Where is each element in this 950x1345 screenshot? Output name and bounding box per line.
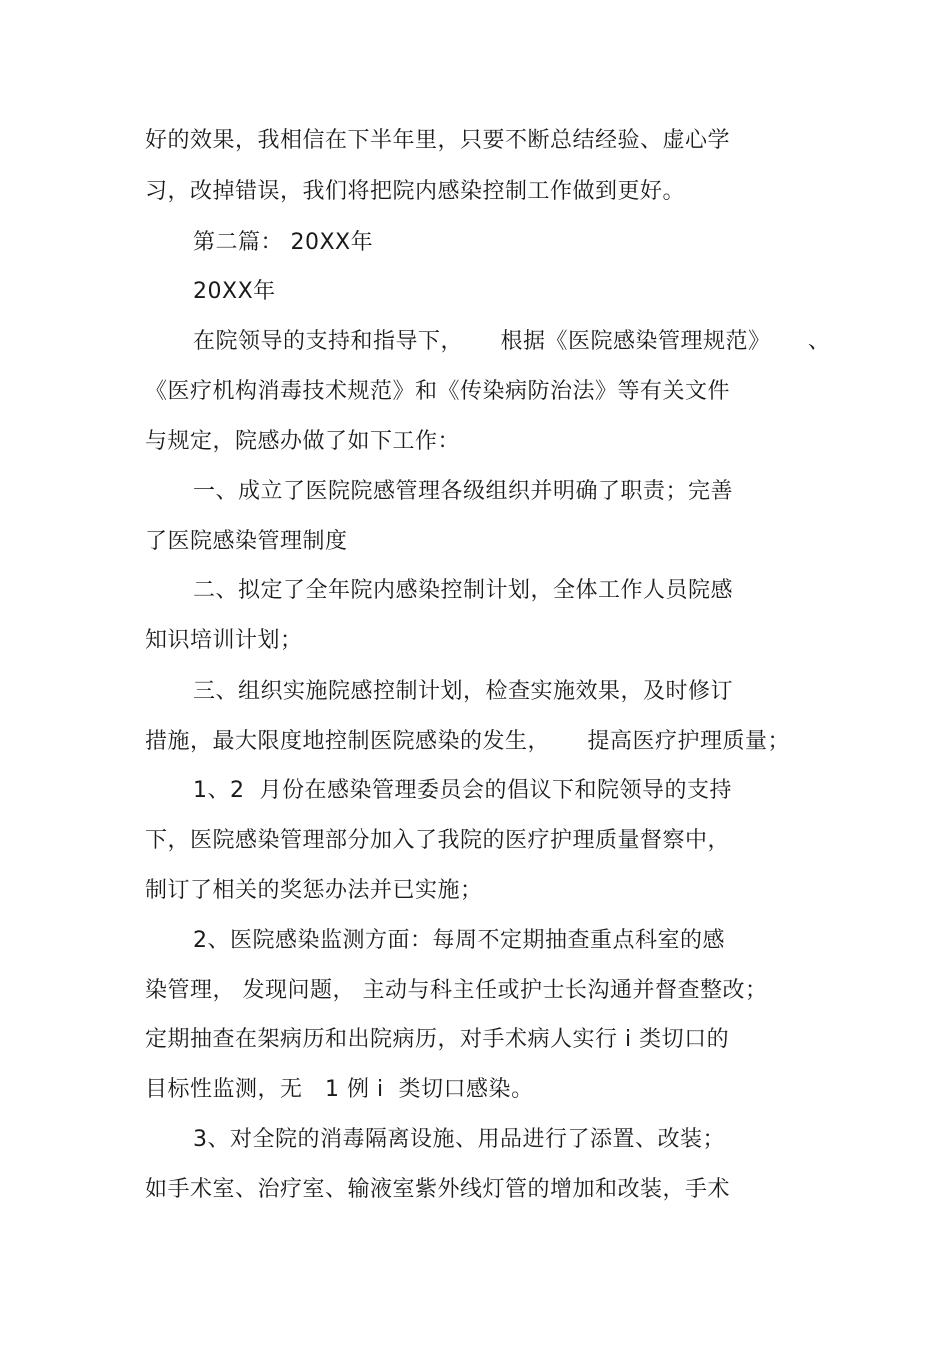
text-line-5: 在院领导的支持和指导下， 根据《医院感染管理规范》 、 (193, 329, 831, 354)
text-line-7: 与规定，院感办做了如下工作： (145, 429, 461, 454)
text-line-13: 措施，最大限度地控制医院感染的发生， 提高医疗护理质量； (145, 729, 790, 754)
text-line-14: 1、2 月份在感染管理委员会的倡议下和院领导的支持 (193, 778, 732, 803)
section-heading: 第二篇： 20XX年 (193, 230, 374, 255)
year-heading: 20XX年 (193, 279, 276, 304)
text-line-19: 定期抽查在架病历和出院病历，对手术病人实行 i 类切口的 (145, 1027, 730, 1052)
text-line-16: 制订了相关的奖惩办法并已实施； (145, 878, 483, 903)
text-line-20: 目标性监测，无 1 例 i 类切口感染。 (145, 1077, 534, 1102)
text-line-22: 如手术室、治疗室、输液室紫外线灯管的增加和改装，手术 (145, 1177, 731, 1202)
text-line-15: 下，医院感染管理部分加入了我院的医疗护理质量督察中， (145, 828, 731, 853)
text-line-11: 知识培训计划； (145, 628, 303, 653)
text-line-17: 2、医院感染监测方面：每周不定期抽查重点科室的感 (193, 928, 725, 953)
text-line-1: 好的效果，我相信在下半年里，只要不断总结经验、虚心学 (145, 128, 731, 153)
text-line-21: 3、对全院的消毒隔离设施、用品进行了添置、改装； (193, 1127, 725, 1152)
text-line-9: 了医院感染管理制度 (145, 529, 348, 554)
text-line-10: 二、拟定了全年院内感染控制计划，全体工作人员院感 (193, 578, 734, 603)
text-line-6: 《医疗机构消毒技术规范》和《传染病防治法》等有关文件 (145, 379, 731, 404)
text-line-18: 染管理， 发现问题， 主动与科主任或护士长沟通并督查整改； (145, 978, 768, 1003)
text-line-2: 习，改掉错误，我们将把院内感染控制工作做到更好。 (145, 179, 686, 204)
text-line-8: 一、成立了医院院感管理各级组织并明确了职责；完善 (193, 479, 734, 504)
text-line-12: 三、组织实施院感控制计划，检查实施效果，及时修订 (193, 679, 734, 704)
